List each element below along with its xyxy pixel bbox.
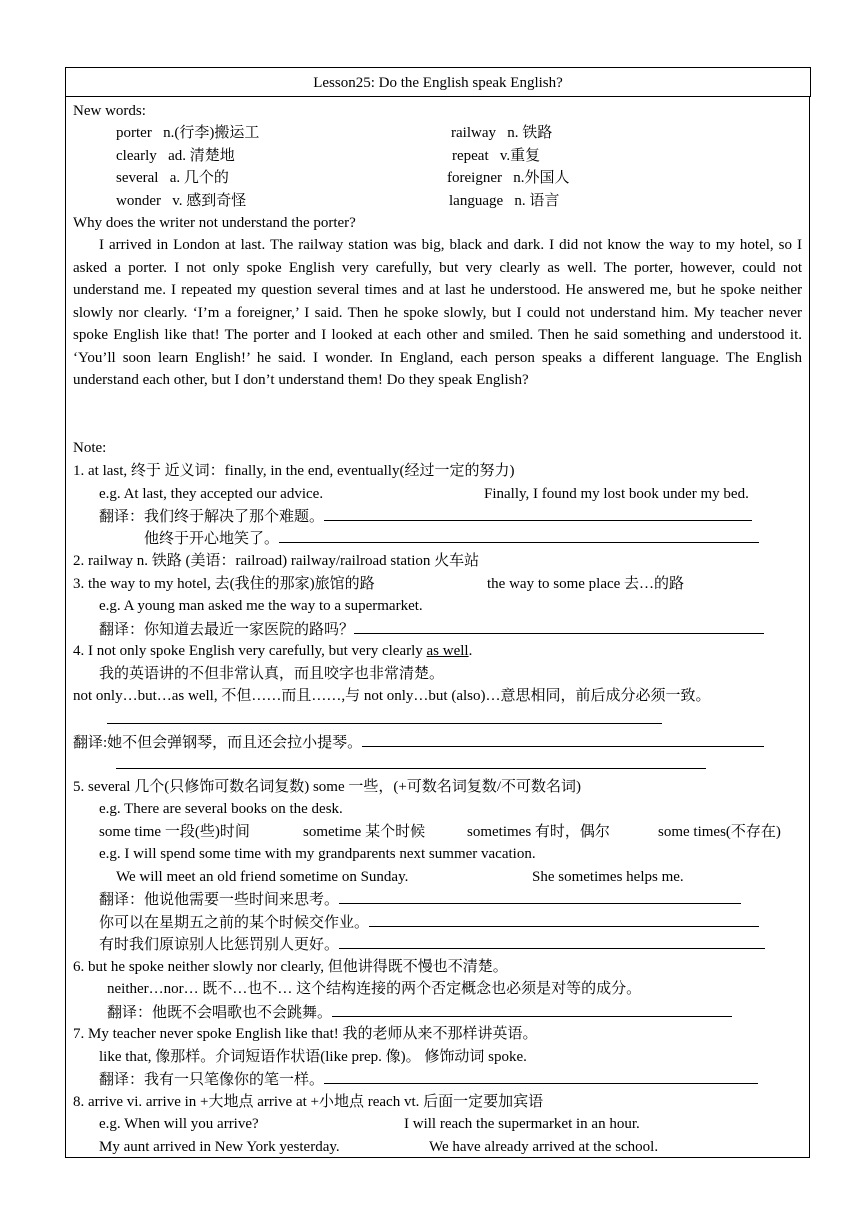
note-5-translate-2: 你可以在星期五之前的某个时候交作业。 bbox=[99, 912, 759, 933]
word-porter: porter n.(行李)搬运工 bbox=[116, 125, 260, 141]
note-5-translate-1: 翻译：他说他需要一些时间来思考。 bbox=[99, 889, 741, 910]
note-6-rule: neither…nor… 既不…也不… 这个结构连接的两个否定概念也必须是对等的成分。 bbox=[107, 981, 642, 997]
note-1-translate-1: 翻译：我们终于解决了那个难题。 bbox=[99, 506, 752, 527]
note-1: 1. at last, 终于 近义词：finally, in the end, eventually(经过一定的努力) bbox=[73, 463, 515, 479]
note-7: 7. My teacher never spoke English like that! 我的老师从来不那样讲英语。 bbox=[73, 1026, 538, 1042]
word-clearly: clearly ad. 清楚地 bbox=[116, 148, 235, 164]
note-8-example-4: We have already arrived at the school. bbox=[429, 1139, 659, 1155]
answer-blank[interactable] bbox=[369, 912, 759, 927]
answer-blank[interactable] bbox=[354, 619, 764, 634]
note-5: 5. several 几个(只修饰可数名词复数) some 一些，(+可数名词复数/不可数名词) bbox=[73, 779, 581, 795]
word-several: several a. 几个的 bbox=[116, 170, 229, 186]
word-wonder: wonder v. 感到奇怪 bbox=[116, 193, 247, 209]
note-3: 3. the way to my hotel, 去(我住的那家)旅馆的路 bbox=[73, 576, 375, 592]
lesson-title: Lesson25: Do the English speak English? bbox=[65, 67, 811, 97]
note-8-example-2: I will reach the supermarket in an hour. bbox=[404, 1116, 640, 1132]
answer-blank[interactable] bbox=[362, 732, 764, 747]
answer-blank[interactable] bbox=[339, 934, 765, 949]
new-words-heading: New words: bbox=[73, 103, 146, 119]
note-heading: Note: bbox=[73, 440, 107, 456]
note-6: 6. but he spoke neither slowly nor clearly, 但他讲得既不慢也不清楚。 bbox=[73, 959, 508, 975]
word-railway: railway n. 铁路 bbox=[451, 125, 553, 141]
word-foreigner: foreigner n.外国人 bbox=[447, 170, 570, 186]
answer-blank[interactable] bbox=[332, 1002, 732, 1017]
note-5-some-time: some time 一段(些)时间 bbox=[99, 824, 250, 840]
note-3-translate: 翻译：你知道去最近一家医院的路吗？ bbox=[99, 619, 764, 640]
note-2: 2. railway n. 铁路 (美语：railroad) railway/railroad station 火车站 bbox=[73, 553, 480, 569]
word-repeat: repeat v.重复 bbox=[452, 148, 541, 164]
note-3-b: the way to some place 去…的路 bbox=[487, 576, 685, 592]
note-4-translate: 翻译:她不但会弹钢琴，而且还会拉小提琴。 bbox=[73, 732, 764, 753]
answer-line[interactable] bbox=[107, 709, 662, 730]
note-1-example-1: e.g. At last, they accepted our advice. bbox=[99, 486, 324, 502]
answer-blank[interactable] bbox=[339, 889, 741, 904]
note-5-example-2: e.g. I will spend some time with my grandparents next summer vacation. bbox=[99, 846, 536, 862]
note-8: 8. arrive vi. arrive in +大地点 arrive at +小地点 reach vt. 后面一定要加宾语 bbox=[73, 1094, 544, 1110]
note-1-translate-2: 他终于开心地笑了。 bbox=[144, 528, 759, 549]
note-6-translate: 翻译：他既不会唱歌也不会跳舞。 bbox=[107, 1002, 732, 1023]
note-4: 4. I not only spoke English very carefully, but very clearly as well. bbox=[73, 643, 473, 659]
note-8-example-1: e.g. When will you arrive? bbox=[99, 1116, 259, 1132]
answer-line[interactable] bbox=[116, 754, 706, 775]
word-language: language n. 语言 bbox=[449, 193, 560, 209]
answer-blank[interactable] bbox=[279, 528, 759, 543]
note-5-example-4: She sometimes helps me. bbox=[532, 869, 684, 885]
question: Why does the writer not understand the porter? bbox=[73, 215, 356, 231]
note-4-chinese: 我的英语讲的不但非常认真，而且咬字也非常清楚。 bbox=[99, 666, 445, 682]
answer-blank[interactable] bbox=[324, 506, 752, 521]
note-5-example: e.g. There are several books on the desk. bbox=[99, 801, 343, 817]
note-7-translate: 翻译：我有一只笔像你的笔一样。 bbox=[99, 1069, 758, 1090]
note-7-b: like that, 像那样。介词短语作状语(like prep. 像)。 修饰动词 spoke. bbox=[99, 1049, 527, 1065]
note-5-sometime: sometime 某个时候 bbox=[303, 824, 426, 840]
note-5-example-3: We will meet an old friend sometime on Sunday. bbox=[116, 869, 409, 885]
note-1-example-2: Finally, I found my lost book under my bed. bbox=[484, 486, 749, 502]
note-5-some-times: some times(不存在) bbox=[658, 824, 781, 840]
note-4-rule: not only…but…as well, 不但……而且……,与 not only…but (also)…意思相同，前后成分必须一致。 bbox=[73, 688, 711, 704]
answer-blank[interactable] bbox=[324, 1069, 758, 1084]
passage: I arrived in London at last. The railway station was big, black and dark. I did not know the way to my hotel, so I asked a porter. I not only spoke English very carefully, but very clearly as well. The porter, however, could not understand me. I repeated my question several times and at last he understood. He answered me, but he spoke neither slowly nor clearly. ‘I’m a foreigner,’ I said. Then he spoke slowly, but I could not understand him. My teacher never spoke English like that! The porter and I looked at each other and smiled. Then he said something and understood it. ‘You’ll soon learn English!’ he said. I wonder. In England, each person speaks a different language. The English understand each other, but I don’t understand them! Do they speak English? bbox=[73, 237, 802, 388]
note-3-example: e.g. A young man asked me the way to a supermarket. bbox=[99, 598, 423, 614]
note-5-sometimes: sometimes 有时，偶尔 bbox=[467, 824, 610, 840]
note-5-translate-3: 有时我们原谅别人比惩罚别人更好。 bbox=[99, 934, 765, 955]
note-8-example-3: My aunt arrived in New York yesterday. bbox=[99, 1139, 340, 1155]
